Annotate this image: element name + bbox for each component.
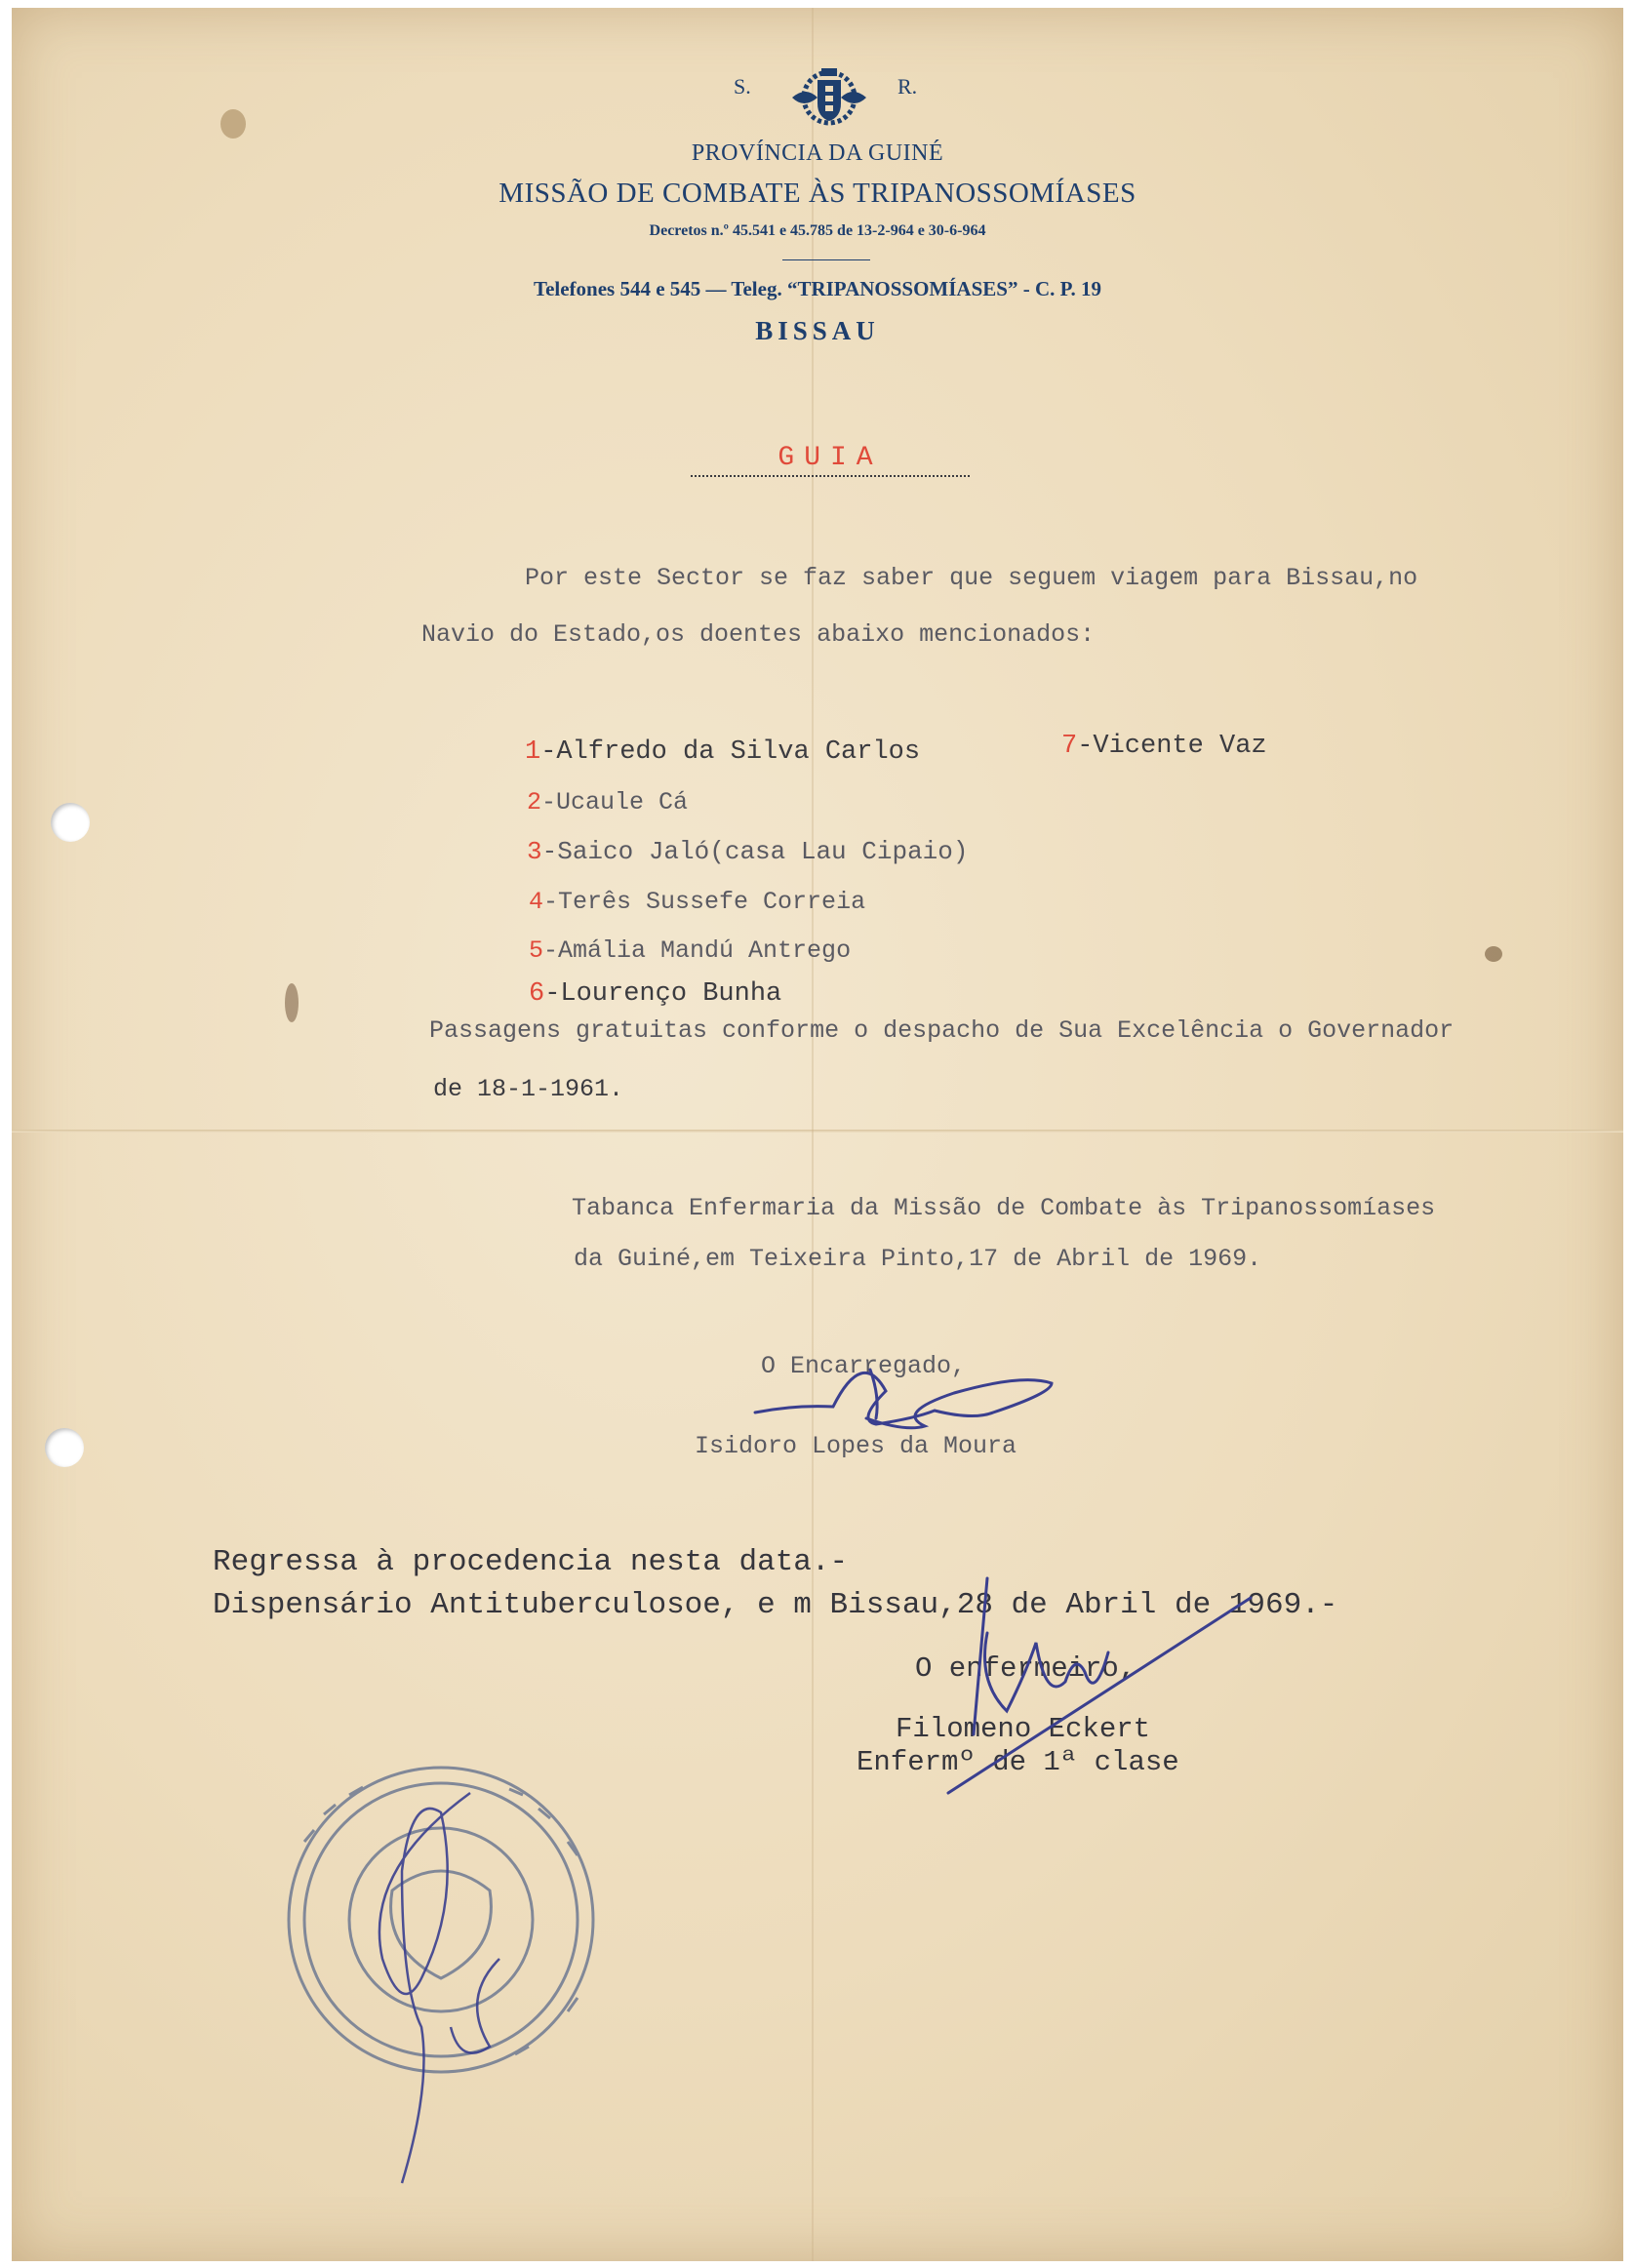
intro-line-1: Por este Sector se faz saber que seguem viagem para Bissau,no xyxy=(525,564,1418,592)
letterhead-mission: MISSÃO DE COMBATE ÀS TRIPANOSSOMÍASES xyxy=(498,178,1137,209)
patient-name: -Amália Mandú Antrego xyxy=(543,936,852,965)
patient-number: 2 xyxy=(527,788,542,816)
nurse-title: O enfermeiro, xyxy=(915,1652,1137,1685)
return-line-2: Dispensário Antituberculosoe, e m Bissau,28 de Abril de 1969.- xyxy=(213,1588,1338,1622)
letterhead-province: PROVÍNCIA DA GUINÉ xyxy=(691,140,944,166)
letterhead-s: S. xyxy=(734,74,751,99)
handwriting-layer xyxy=(12,8,1623,2261)
letterhead-telephones: Telefones 544 e 545 — Teleg. “TRIPANOSSOMÍASES” - C. P. 19 xyxy=(533,277,1102,300)
nurse-name: Filomeno Eckert xyxy=(896,1713,1151,1745)
patient-name: -Vicente Vaz xyxy=(1077,732,1267,761)
letterhead-city: BISSAU xyxy=(755,316,880,345)
signature-moura xyxy=(755,1373,1052,1427)
patient-name: -Saico Jaló(casa Lau Cipaio) xyxy=(541,837,969,866)
patient-number: 7 xyxy=(1061,732,1078,761)
signatory-name: Isidoro Lopes da Moura xyxy=(695,1432,1017,1460)
return-line-1: Regressa à procedencia nesta data.- xyxy=(213,1545,849,1579)
passages-line-1: Passagens gratuitas conforme o despacho de Sua Excelência o Governador xyxy=(429,1016,1455,1045)
patient-name: -Ucaule Cá xyxy=(541,788,689,816)
patient-number: 4 xyxy=(529,888,544,916)
patient-number: 6 xyxy=(529,979,545,1009)
place-line-1: Tabanca Enfermaria da Missão de Combate às Tripanossomíases xyxy=(572,1194,1436,1222)
patient-name: -Alfredo da Silva Carlos xyxy=(540,737,921,767)
patient-name: -Lourenço Bunha xyxy=(544,979,782,1009)
document-page xyxy=(12,8,1623,2261)
patient-number: 5 xyxy=(529,936,544,965)
place-line-2: da Guiné,em Teixeira Pinto,17 de Abril de 1969. xyxy=(574,1245,1262,1273)
passages-line-2: de 18-1-1961. xyxy=(433,1075,624,1103)
patient-name: -Terês Sussefe Correia xyxy=(543,888,866,916)
patient-number: 3 xyxy=(527,837,542,866)
intro-line-2: Navio do Estado,os doentes abaixo mencionados: xyxy=(421,620,1096,649)
signature-eckert xyxy=(985,1633,1109,1711)
signature-stamp-scribble xyxy=(379,1793,470,2183)
letterhead-decrees: Decretos n.º 45.541 e 45.785 de 13-2-964 e 30-6-964 xyxy=(649,222,986,239)
patient-number: 1 xyxy=(525,737,541,767)
letterhead-r: R. xyxy=(897,74,918,99)
nurse-rank: Enfermº de 1ª clase xyxy=(857,1746,1179,1778)
document-title: GUIA xyxy=(691,443,970,477)
signatory-title: O Encarregado, xyxy=(761,1352,967,1380)
